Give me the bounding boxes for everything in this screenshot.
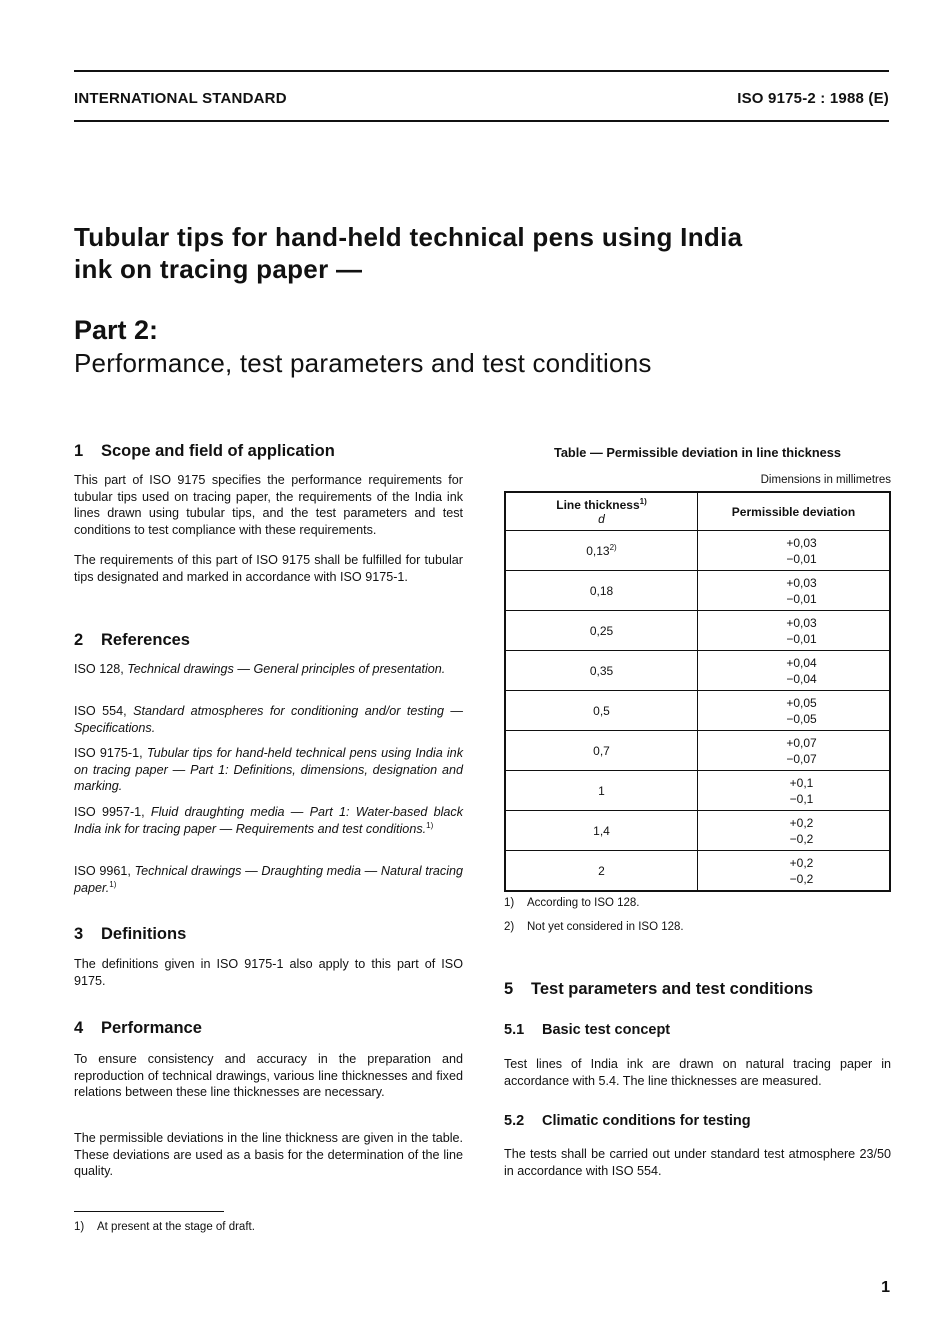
footnote-text: According to ISO 128. <box>527 897 640 909</box>
section-title: Performance <box>101 1019 202 1037</box>
minus-deviation: −0,2 <box>789 871 814 886</box>
footnote-marker: 1) <box>109 879 117 889</box>
table-footnote-2 <box>504 921 684 933</box>
line-thickness-cell: 0,25 <box>505 611 698 651</box>
subsection-5-1-heading <box>504 1022 670 1038</box>
footnote-text: At present at the stage of draft. <box>97 1221 255 1233</box>
table-row <box>505 691 890 731</box>
plus-deviation: +0,04 <box>786 655 817 670</box>
cell-value: 0,13 <box>586 543 610 558</box>
section-3-heading <box>74 925 186 944</box>
part-label: Part 2: <box>74 315 159 345</box>
section-title: Scope and field of application <box>101 442 335 460</box>
line-thickness-cell: 0,18 <box>505 571 698 611</box>
table-row <box>505 811 890 851</box>
deviation-cell <box>698 571 891 611</box>
section-title: References <box>101 631 190 649</box>
part-subtitle: Performance, test parameters and test conditions <box>74 348 652 378</box>
table-row <box>505 651 890 691</box>
section-1-heading <box>74 442 335 461</box>
section-number: 4 <box>74 1019 84 1037</box>
reference-code: ISO 554, <box>74 704 127 718</box>
deviation-cell <box>698 851 891 892</box>
header-bottom-rule <box>74 120 889 122</box>
subsection-number: 5.2 <box>504 1113 525 1129</box>
document-type-label: INTERNATIONAL STANDARD <box>74 90 287 107</box>
minus-deviation: −0,04 <box>786 671 817 686</box>
minus-deviation: −0,01 <box>786 591 817 606</box>
reference-code: ISO 128, <box>74 662 124 676</box>
minus-deviation: −0,01 <box>786 551 817 566</box>
table-row <box>505 611 890 651</box>
page-footnote <box>74 1221 255 1233</box>
page-number: 1 <box>881 1279 890 1296</box>
table-units-note: Dimensions in millimetres <box>760 474 891 486</box>
plus-deviation: +0,07 <box>786 735 817 750</box>
line-thickness-cell: 1 <box>505 771 698 811</box>
plus-deviation: +0,03 <box>786 575 817 590</box>
footnote-number: 1) <box>504 897 515 909</box>
minus-deviation: −0,05 <box>786 711 817 726</box>
deviation-cell <box>698 771 891 811</box>
title-line-2: ink on tracing paper — <box>74 254 363 284</box>
minus-deviation: −0,07 <box>786 751 817 766</box>
reference-iso-9957-1 <box>74 804 463 837</box>
footnote-number: 2) <box>504 921 515 933</box>
plus-deviation: +0,03 <box>786 535 817 550</box>
deviation-cell <box>698 731 891 771</box>
reference-iso-554 <box>74 703 463 736</box>
table-row <box>505 571 890 611</box>
reference-iso-9175-1 <box>74 745 463 795</box>
minus-deviation: −0,2 <box>789 831 814 846</box>
header-text: Line thickness <box>556 497 640 512</box>
section-number: 1 <box>74 442 84 460</box>
deviation-cell <box>698 811 891 851</box>
reference-code: ISO 9961, <box>74 864 131 878</box>
minus-deviation: −0,1 <box>789 791 814 806</box>
section-number: 3 <box>74 925 84 943</box>
reference-title: Technical drawings — General principles of presentation. <box>127 662 446 676</box>
plus-deviation: +0,03 <box>786 615 817 630</box>
reference-title: Tubular tips for hand-held technical pens using India ink on tracing paper — Part 1: Definitions, dimensions, designation and marking. <box>74 746 463 793</box>
table-row <box>505 731 890 771</box>
footnote-number: 1) <box>74 1221 85 1233</box>
section-4-paragraph-1: To ensure consistency and accuracy in the preparation and reproduction of technical drawings, various line thicknesses and fixed relations between these line thicknesses are necessary. <box>74 1052 463 1099</box>
deviation-cell <box>698 531 891 571</box>
plus-deviation: +0,05 <box>786 695 817 710</box>
header-symbol: d <box>598 511 605 526</box>
title-line-1: Tubular tips for hand-held technical pens using India <box>74 222 743 252</box>
subsection-5-1-paragraph: Test lines of India ink are drawn on natural tracing paper in accordance with 5.4. The line thicknesses are measured. <box>504 1057 891 1088</box>
table-row <box>505 851 890 892</box>
document-number: ISO 9175-2 : 1988 (E) <box>737 90 889 107</box>
section-1-paragraph-1: This part of ISO 9175 specifies the performance requirements for tubular tips used on tracing paper, the requirements of the India ink lines drawn using tubular tips, and the test parameters and test conditions to test compliance with these requirements. <box>74 473 463 537</box>
reference-title: Technical drawings — Draughting media — Natural tracing paper. <box>74 864 463 895</box>
section-4-heading <box>74 1019 202 1038</box>
reference-iso-128 <box>74 661 463 678</box>
minus-deviation: −0,01 <box>786 631 817 646</box>
plus-deviation: +0,1 <box>789 775 814 790</box>
footnote-marker: 1) <box>639 496 647 506</box>
deviation-cell <box>698 691 891 731</box>
section-5-heading <box>504 980 813 999</box>
subsection-number: 5.1 <box>504 1022 525 1038</box>
line-thickness-cell: 0,7 <box>505 731 698 771</box>
deviation-table <box>504 491 891 892</box>
table-caption: Table — Permissible deviation in line thickness <box>553 445 842 460</box>
reference-title: Fluid draughting media — Part 1: Water-based black India ink for tracing paper — Requirements and test conditions. <box>74 805 463 836</box>
reference-iso-9961 <box>74 863 463 896</box>
document-title <box>74 221 874 285</box>
table-footnote-1 <box>504 897 640 909</box>
plus-deviation: +0,2 <box>789 855 814 870</box>
table-row <box>505 771 890 811</box>
deviation-cell <box>698 651 891 691</box>
footnote-text: Not yet considered in ISO 128. <box>527 921 684 933</box>
reference-code: ISO 9957-1, <box>74 805 145 819</box>
line-thickness-cell: 0,5 <box>505 691 698 731</box>
footnote-marker: 1) <box>426 820 434 830</box>
subsection-5-2-heading <box>504 1113 751 1129</box>
line-thickness-cell: 0,35 <box>505 651 698 691</box>
table-header-row <box>505 492 890 531</box>
column-header-permissible-deviation: Permissible deviation <box>698 492 891 531</box>
section-2-heading <box>74 631 190 650</box>
header-top-rule <box>74 70 889 72</box>
section-3-paragraph-1: The definitions given in ISO 9175-1 also apply to this part of ISO 9175. <box>74 957 463 988</box>
section-title: Test parameters and test conditions <box>531 980 814 998</box>
reference-title: Standard atmospheres for conditioning and/or testing — Specifications. <box>74 704 463 735</box>
table-body <box>505 531 890 892</box>
column-header-line-thickness <box>505 492 698 531</box>
section-number: 2 <box>74 631 84 649</box>
section-number: 5 <box>504 980 514 998</box>
section-4-paragraph-2: The permissible deviations in the line thickness are given in the table. These deviations are used as a basis for the determination of the line quality. <box>74 1131 463 1178</box>
footnote-marker: 2) <box>609 542 617 552</box>
line-thickness-cell: 2 <box>505 851 698 892</box>
section-title: Definitions <box>101 925 187 943</box>
deviation-cell <box>698 611 891 651</box>
subsection-title: Climatic conditions for testing <box>542 1113 751 1129</box>
subsection-5-2-paragraph: The tests shall be carried out under standard test atmosphere 23/50 in accordance with ISO 554. <box>504 1147 891 1178</box>
subsection-title: Basic test concept <box>542 1022 671 1038</box>
section-1-paragraph-2: The requirements of this part of ISO 9175 shall be fulfilled for tubular tips designated and marked in accordance with ISO 9175-1. <box>74 553 463 584</box>
plus-deviation: +0,2 <box>789 815 814 830</box>
reference-code: ISO 9175-1, <box>74 746 143 760</box>
footnote-separator <box>74 1211 224 1212</box>
line-thickness-cell: 1,4 <box>505 811 698 851</box>
table-row <box>505 531 890 571</box>
line-thickness-cell <box>505 531 698 571</box>
